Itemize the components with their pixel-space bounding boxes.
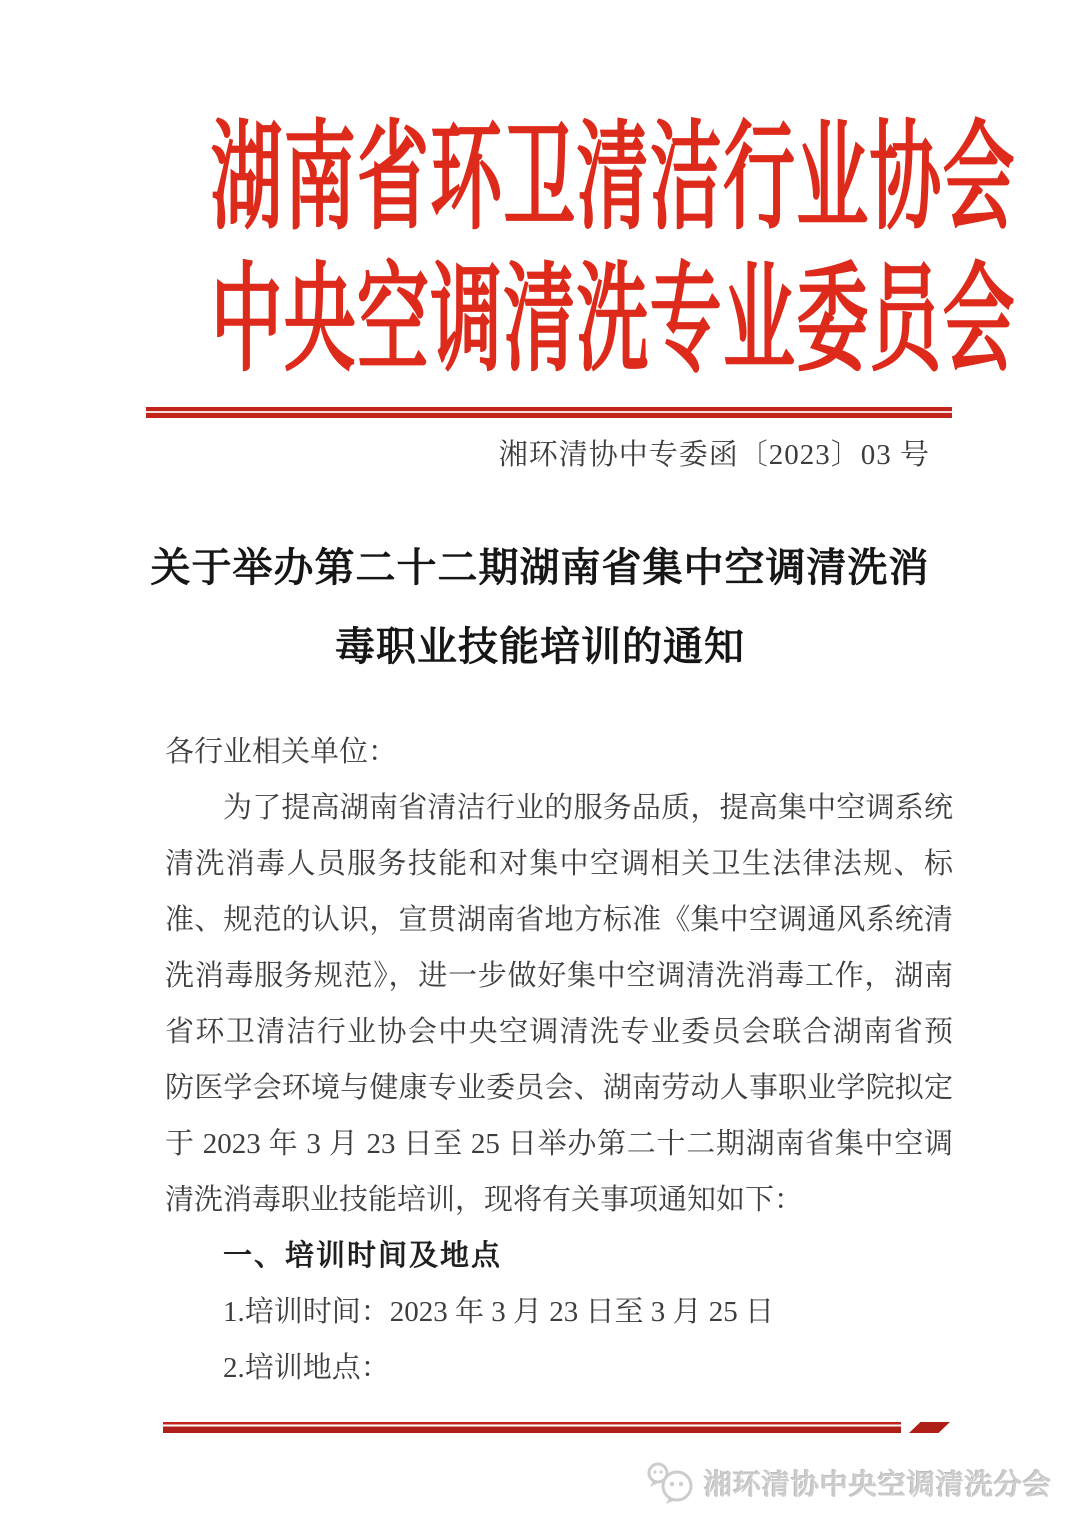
- letterhead: [0, 108, 1080, 392]
- document-title: [0, 528, 1080, 686]
- watermark: [645, 1460, 1052, 1506]
- list-item-training-location: 2.培训地点：: [223, 1352, 390, 1384]
- org-name-line2: 中央空调清洗专业委员会: [210, 255, 1016, 386]
- paragraph-line: 防医学会环境与健康专业委员会、湖南劳动人事职业学院拟定: [165, 1072, 953, 1104]
- document-title-line2: 毒职业技能培训的通知: [335, 624, 745, 669]
- section-heading-1: 一、培训时间及地点: [223, 1240, 503, 1272]
- salutation: 各行业相关单位：: [165, 736, 398, 768]
- document-body: [165, 724, 953, 1396]
- document-title-line1: 关于举办第二十二期湖南省集中空调清洗消: [150, 545, 930, 590]
- paragraph-line: 洗消毒服务规范》，进一步做好集中空调清洗消毒工作，湖南: [165, 960, 953, 992]
- paragraph-line: 省环卫清洁行业协会中央空调清洗专业委员会联合湖南省预: [165, 1016, 953, 1048]
- red-divider-bottom: [163, 1422, 950, 1433]
- document-number: 湘环清协中专委函〔2023〕03 号: [498, 439, 930, 471]
- red-divider-bottom-bar: [163, 1422, 901, 1433]
- org-name-line1: 湖南省环卫清洁行业协会: [210, 113, 1016, 244]
- paragraph-line: 为了提高湖南省清洁行业的服务品质，提高集中空调系统: [223, 792, 953, 824]
- paragraph-line: 清洗消毒人员服务技能和对集中空调相关卫生法律法规、标: [165, 848, 953, 880]
- wechat-bubbles-icon: [645, 1460, 697, 1506]
- list-item-training-time: 1.培训时间：2023 年 3 月 23 日至 3 月 25 日: [223, 1296, 775, 1328]
- paragraph-line: 准、规范的认识，宣贯湖南省地方标准《集中空调通风系统清: [165, 904, 953, 936]
- red-divider-bottom-nib: [909, 1422, 950, 1433]
- red-divider-top: [146, 407, 952, 418]
- paragraph-line: 于 2023 年 3 月 23 日至 25 日举办第二十二期湖南省集中空调: [165, 1128, 953, 1160]
- paragraph-line: 清洗消毒职业技能培训，现将有关事项通知如下：: [165, 1184, 804, 1216]
- watermark-label: 湘环清协中央空调清洗分会: [703, 1470, 1052, 1501]
